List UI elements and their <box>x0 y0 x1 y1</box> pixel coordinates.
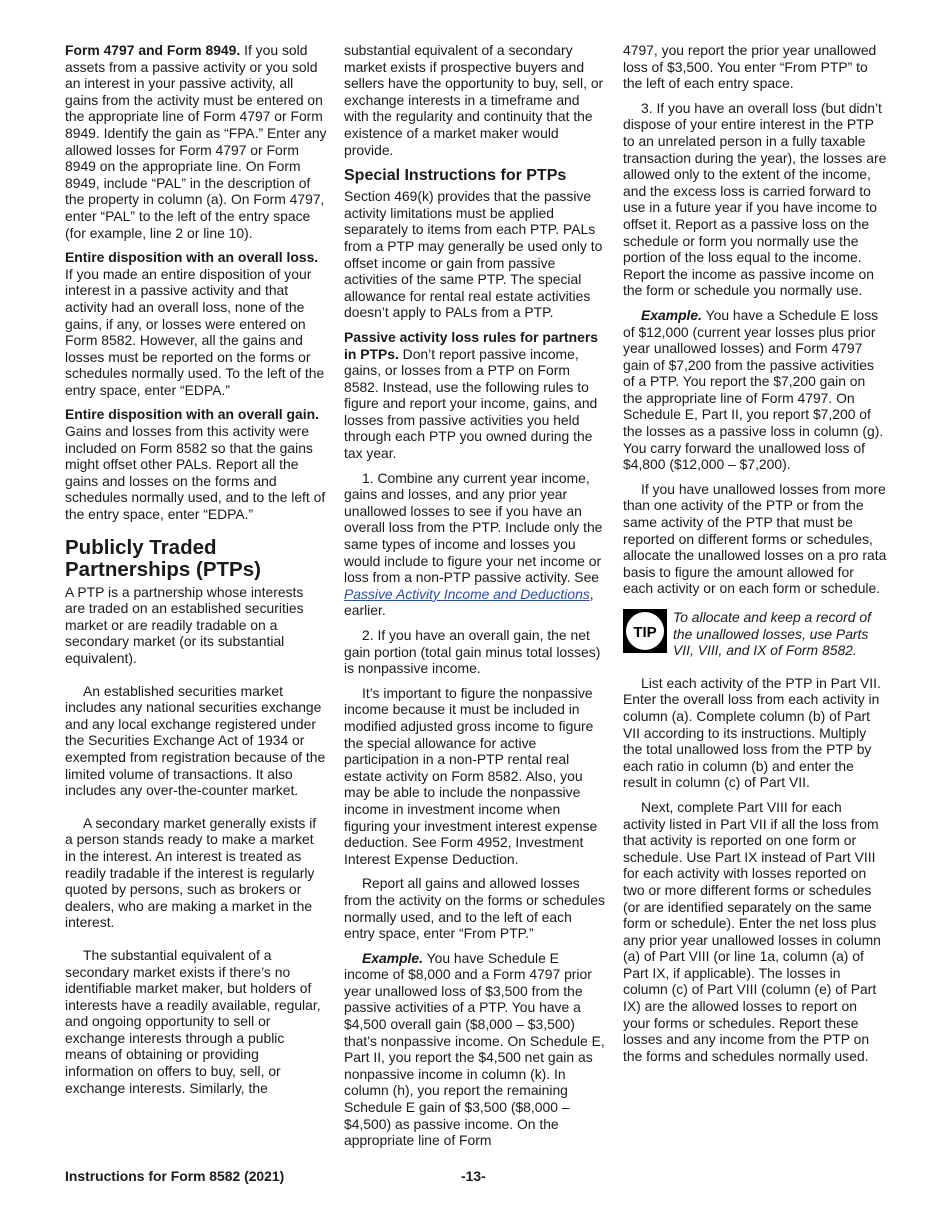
paragraph-rule-3: 3. If you have an overall loss (but didn’t dispose of your entire interest in the PTP to an unrelated person in a fully taxable transaction during the year), the losses are allowed only to the extent of the income, and the excess loss is carried forward to use in a future year if you have income to offset it. Report as a passive loss on the schedule or form you normally use the portion of the loss equal to the income. Report the income as passive income on the form or schedule you normally use. <box>623 99 887 299</box>
paragraph-rule-1 <box>344 470 606 619</box>
column-left <box>65 42 327 1104</box>
paragraph-section-469k: Section 469(k) provides that the passive activity limitations must be applied separately to items from each PTP. PALs from a PTP may generally be used only to offset income or gain from passive activities of the same PTP. The special allowance for rental real estate activities doesn’t apply to PALs from a PTP. <box>344 188 603 321</box>
paragraph-text: , earlier. <box>344 585 594 619</box>
paragraph-report-gains: Report all gains and allowed losses from the activity on the forms or schedules normally used, and to the left of each entry space, enter “From PTP.” <box>344 875 605 942</box>
footer-form-title: Instructions for Form 8582 (2021) <box>65 1168 285 1184</box>
paragraph-text: Don’t report passive income, gains, or losses from a PTP on Form 8582. Instead, use the following rules to figure and report your income, gains, and losses from passive activities you held through each PTP you owned during the tax year. <box>344 345 598 462</box>
tip-box <box>623 609 887 659</box>
paragraph-substantial-equivalent: The substantial equivalent of a secondary market exists if there’s no identifiable market maker, but holders of interests have a readily available, regular, and ongoing opportunity to sell or exchange interests through a public means of obtaining or providing information on offers to buy, sell, or exchange interests. Similarly, the <box>65 946 321 1096</box>
paragraph-part-vii: List each activity of the PTP in Part VII. Enter the overall loss from each activity in column (a). Complete column (b) of Part VII according to its instructions. Multiply the total unallowed loss from the PTP by each ratio in column (b) and enter the result in column (c) of Part VII. <box>623 674 881 791</box>
paragraph-example-2 <box>623 307 887 473</box>
section-heading-special-instructions: Special Instructions for PTPs <box>344 167 567 185</box>
paragraph-text: 1. Combine any current year income, gains and losses, and any prior year unallowed losses to see if you have an overall loss from the PTP. Include only the same types of income and losses you would include to figure your net income or loss from a non-PTP passive activity. See <box>344 469 603 586</box>
run-in-heading: Entire disposition with an overall gain. <box>65 406 319 423</box>
paragraph-entire-disposition-gain <box>65 406 327 522</box>
paragraph-loss-rules <box>344 329 606 462</box>
example-label: Example. <box>641 306 702 323</box>
section-heading-ptps: Publicly Traded Partnerships (PTPs) <box>65 535 261 581</box>
paragraph-ptp-definition: A PTP is a partnership whose interests are traded on an established securities market or are readily tradable on a secondary market (or its substantial equivalent). <box>65 583 304 666</box>
paragraph-nonpassive-income: It’s important to figure the nonpassive income because it must be included in modified adjusted gross income to figure the special allowance for active participation in a non-PTP rental real estate activity on Form 8582. Also, you may be able to include the nonpassive income in investment income when figuring your investment interest expense deduction. See Form 4952, Investment Interest Expense Deduction. <box>344 684 598 867</box>
tip-icon-label: TIP <box>633 624 657 641</box>
paragraph-secondary-market: A secondary market generally exists if a person stands ready to make a market in the interest. An interest is treated as readily tradable if the interest is regularly quoted by persons, such as brokers or dealers, who are making a market in the interest. <box>65 814 317 931</box>
page-number: -13- <box>461 1168 486 1184</box>
paragraph-rule-2: 2. If you have an overall gain, the net gain portion (total gain minus total losses) is nonpassive income. <box>344 627 601 677</box>
paragraph-text: If you sold assets from a passive activity or you sold an interest in your passive activity, all gains from the activity must be entered on the appropriate line of Form 4797 or Form 8949. Identify the gain as “FPA.” Enter any allowed losses for Form 4797 or Form 8949 on the appropriate line. On Form 8949, include “PAL” in the description of the property in column (a). On Form 4797, enter “PAL” to the left of the entry space (for example, line 2 or line 10). <box>65 42 327 241</box>
column-middle <box>344 42 606 1157</box>
paragraph-text: If you made an entire disposition of your interest in a passive activity and that activity had an overall loss, none of the gains, if any, or losses were entered on Form 8582. However, all the gains and losses must be reported on the forms or schedules normally used. To the left of the entry space, enter “EDPA.” <box>65 265 325 398</box>
run-in-heading: Entire disposition with an overall loss. <box>65 249 319 266</box>
paragraph-part-viii-ix: Next, complete Part VIII for each activity listed in Part VII if all the loss from that activity is reported on one form or schedule. Use Part IX instead of Part VIII for each activity with losses reported on two or more different forms or schedules (or are identified separately on the same form or schedule). Enter the net loss plus any prior year unallowed losses in column (a) of Part VIII (or line 1a, column (a) of Part IX, if applicable). The losses in column (c) of Part VIII (column (e) of Part IX) are the allowed losses to report on your forms or schedules. Report these losses and any income from the PTP on the forms and schedules normally used. <box>623 798 881 1064</box>
paragraph-entire-disposition-loss <box>65 249 327 398</box>
example-label: Example. <box>362 949 423 966</box>
paragraph-example-1 <box>344 950 606 1149</box>
run-in-heading: Form 4797 and Form 8949. <box>65 42 241 58</box>
link-passive-activity-income[interactable]: Passive Activity Income and Deductions <box>344 585 590 602</box>
paragraph-form4797-8949 <box>65 42 327 241</box>
paragraph-text: Gains and losses from this activity were included on Form 8582 so that the gains might offset other PALs. Report all the gains and losses on the forms and schedules normally used, and to the left of the entry space, enter “EDPA.” <box>65 423 326 523</box>
paragraph-allocate-losses: If you have unallowed losses from more than one activity of the PTP or from the same activity of the PTP that must be reported on different forms or schedules, allocate the unallowed losses on a pro rata basis to figure the amount allowed for each activity or on each form or schedule. <box>623 480 887 597</box>
tip-icon <box>623 609 667 653</box>
run-in-heading: Passive activity loss rules for partners in PTPs. <box>344 328 599 362</box>
paragraph-continued: substantial equivalent of a secondary market exists if prospective buyers and sellers have the opportunity to buy, sell, or exchange interests in a timeframe and with the regularity and continuity that the existence of a market maker would provide. <box>344 42 604 158</box>
column-right <box>623 42 887 1072</box>
paragraph-continued: 4797, you report the prior year unallowed loss of $3,500. You enter “From PTP” to the left of each entry space. <box>623 42 877 92</box>
paragraph-text: You have a Schedule E loss of $12,000 (current year losses plus prior year unallowed losses) and Form 4797 gain of $7,200 from the passive activities of a PTP. You report the $7,200 gain on the appropriate line of Form 4797. On Schedule E, Part II, you report $7,200 of the losses as a passive loss in column (g). You carry forward the unallowed loss of $4,800 ($12,000 – $7,200). <box>623 306 884 473</box>
tip-text: To allocate and keep a record of the unallowed losses, use Parts VII, VIII, and IX of Form 8582. <box>673 609 871 659</box>
paragraph-established-market: An established securities market includes any national securities exchange and any local exchange registered under the Securities Exchange Act of 1934 or exempted from registration because of the limited volume of transactions. It also includes any over-the-counter market. <box>65 682 326 799</box>
paragraph-text: You have Schedule E income of $8,000 and a Form 4797 prior year unallowed loss of $3,500 from the passive activities of a PTP. You have a $4,500 overall gain ($8,000 – $3,500) that’s nonpassive income. On Schedule E, Part II, you report the $4,500 net gain as nonpassive income in column (k). In column (h), you report the remaining Schedule E gain of $3,500 ($8,000 – $4,500) as passive income. On the appropriate line of Form <box>344 949 605 1149</box>
